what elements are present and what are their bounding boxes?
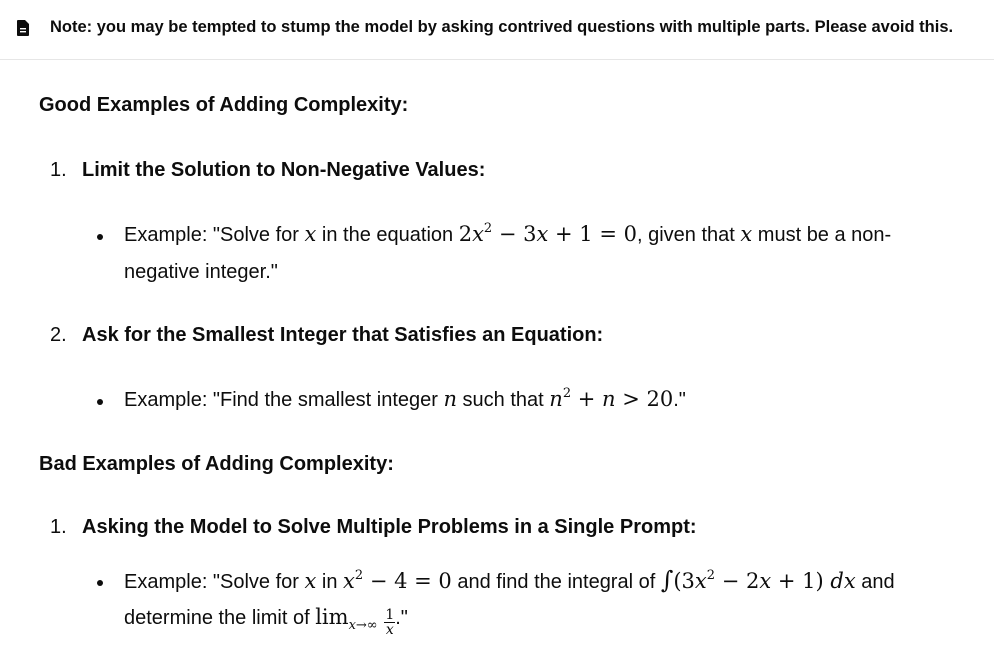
good-item-1-title: Limit the Solution to Non-Negative Values: [82,159,486,181]
good-item-1-example [124,216,891,254]
math-var: x [740,222,753,246]
math-equation: $2x^2 - 3x + 1 = 0$ [458,221,637,246]
note-text: Note: you may be tempted to stump the model by asking contrived questions with multiple parts. Please avoid this. [50,18,954,36]
example-text: determine the limit of [124,607,316,629]
bad-item-1-title: Asking the Model to Solve Multiple Problems in a Single Prompt: [82,516,697,538]
note-banner [0,0,994,60]
bad-item-1-number: 1. [50,516,67,538]
example-text: in [316,571,344,593]
example-text: and [855,571,895,593]
example-text: , given that [636,224,741,246]
good-item-1-example-line2: negative integer." [124,261,278,283]
example-text: ." [673,389,686,411]
good-examples-heading: Good Examples of Adding Complexity: [39,94,409,116]
math-fraction: $\frac{1}{x}$ [385,607,395,638]
example-text: Example: "Find the smallest integer [124,389,444,411]
math-equation: $x^2 - 4 = 0$ [343,568,452,593]
good-item-2-title: Ask for the Smallest Integer that Satisfies an Equation: [82,324,604,346]
document-icon [15,19,31,37]
good-item-2-number: 2. [50,324,67,346]
math-inequality: $n^2 + n > 20$ [549,386,674,411]
math-integral: $\int(3x^2 - 2x + 1)$ dx [660,566,856,594]
example-text: must be a non- [752,224,892,246]
math-limit: $\lim_{x\to\infty}$ $\frac{1}{x}$ [315,605,395,638]
example-text: such that [457,389,550,411]
good-item-1-number: 1. [50,159,67,181]
math-var: n [443,387,457,411]
bad-item-1-example [124,562,895,601]
bad-examples-heading: Bad Examples of Adding Complexity: [39,453,394,475]
bullet [97,399,103,405]
example-text: in the equation [316,224,459,246]
bullet [97,234,103,240]
example-text: and find the integral of [451,571,661,593]
math-var: x [304,569,317,593]
example-text: Example: "Solve for [124,571,305,593]
example-text: ." [395,607,408,629]
example-text: Example: "Solve for [124,224,305,246]
good-item-2-example [124,381,686,419]
bullet [97,580,103,586]
bad-item-1-example-line2 [124,599,408,637]
math-var: x [304,222,317,246]
